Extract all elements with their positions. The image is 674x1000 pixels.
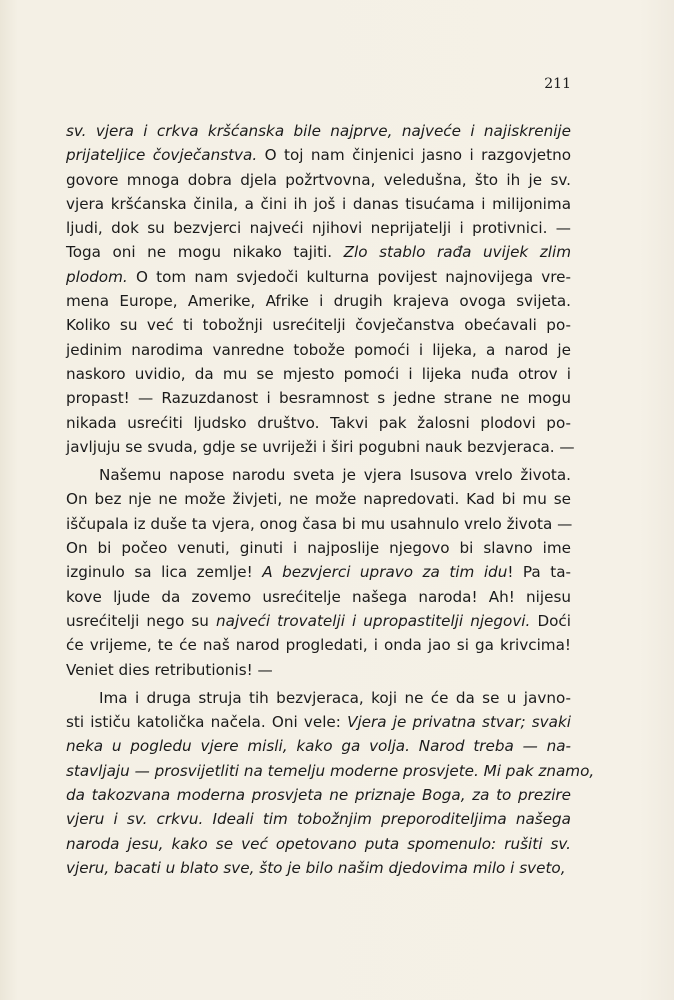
text-line xyxy=(66,783,571,807)
text-segment: Našemu napose narodu sveta je vjera Isusova vrelo života. xyxy=(99,466,571,485)
text-line xyxy=(66,463,571,487)
text-line xyxy=(66,585,571,609)
page-number: 211 xyxy=(544,76,571,92)
text-line xyxy=(66,435,575,459)
text-line xyxy=(66,168,571,192)
text-segment: vjera kršćanska činila, a čini ih još i danas tisućama i milijonima xyxy=(66,194,571,213)
italic-text: neka u pogledu vjere misli, kako ga volja. Narod treba — na- xyxy=(66,737,571,756)
italic-text: Zlo stablo rađa uvijek zlim xyxy=(343,243,571,262)
text-segment: ! Pa ta- xyxy=(507,563,571,582)
text-line xyxy=(66,536,571,560)
text-segment: iščupala iz duše ta vjera, onog časa bi mu usahnulo vrelo života — xyxy=(66,514,573,533)
text-line xyxy=(66,411,571,435)
text-line xyxy=(66,216,571,240)
text-line xyxy=(66,119,571,143)
italic-text: vjeru i sv. crkvu. Ideali tim tobožnjim preporoditeljima našega xyxy=(66,810,571,829)
italic-text: da takozvana moderna prosvjeta ne priznaje Boga, za to prezire xyxy=(66,786,571,805)
text-segment: On bez nje ne može živjeti, ne može napredovati. Kad bi mu se xyxy=(66,490,571,509)
text-segment: sti ističu katolička načela. Oni vele: xyxy=(66,713,348,732)
text-segment: jedinim narodima vanredne tobože pomoći i lijeka, a narod je xyxy=(66,340,571,359)
italic-text: sv. vjera i crkva kršćanska bile najprve, najveće i najiskrenije xyxy=(66,122,571,140)
text-line xyxy=(66,192,571,216)
text-segment: Ima i druga struja tih bezvjeraca, koji ne će da se u javno- xyxy=(99,688,571,707)
text-line xyxy=(66,265,571,289)
text-line xyxy=(66,143,571,167)
text-segment: ljudi, dok su bezvjerci najveći njihovi neprijatelji i protivnici. — xyxy=(66,219,571,238)
text-line xyxy=(66,512,571,536)
italic-text: stavljaju — prosvijetliti na temelju moderne prosvjete. Mi pak znamo, xyxy=(66,761,595,780)
text-segment: izginulo sa lica zemlje! xyxy=(66,563,263,582)
text-line xyxy=(66,658,571,682)
text-segment: On bi počeo venuti, ginuti i najposlije njegovo bi slavno ime xyxy=(66,539,571,558)
text-segment: Doći xyxy=(530,611,572,630)
text-line xyxy=(66,759,595,783)
italic-text: najveći trovatelji i upropastitelji njegovi. xyxy=(216,611,531,630)
text-segment: mena Europe, Amerike, Afrike i drugih krajeva ovoga svijeta. xyxy=(66,292,571,311)
text-line xyxy=(66,609,571,633)
text-line xyxy=(66,856,571,880)
text-line xyxy=(66,362,571,386)
text-segment: O tom nam svjedoči kulturna povijest najnovijega vre- xyxy=(127,267,571,286)
text-line xyxy=(66,313,571,337)
text-segment: propast! — Razuzdanost i besramnost s jedne strane ne mogu xyxy=(66,389,571,408)
text-line xyxy=(66,487,571,511)
text-segment: kove ljude da zovemo usrećitelje našega naroda! Ah! nijesu xyxy=(66,587,571,606)
italic-text: A bezvjerci upravo za tim idu xyxy=(262,563,508,582)
italic-text: vjeru, bacati u blato sve, što je bilo našim djedovima milo i sveto, xyxy=(66,858,566,877)
text-segment: Toga oni ne mogu nikako tajiti. xyxy=(66,243,344,262)
italic-text: prijateljice čovječanstva. xyxy=(66,146,258,165)
text-segment: javljuju se svuda, gdje se uvriježi i širi pogubni nauk bezvjeraca. — xyxy=(66,437,575,456)
text-line xyxy=(66,289,571,313)
text-line xyxy=(66,807,571,831)
text-segment: naskoro uvidio, da mu se mjesto pomoći i lijeka nuđa otrov i xyxy=(66,364,571,383)
text-segment: usrećitelji nego su xyxy=(66,611,217,630)
text-line xyxy=(66,240,571,264)
text-segment: Veniet dies retributionis! — xyxy=(66,660,273,679)
italic-text: naroda jesu, kako se već opetovano puta spomenulo: rušiti sv. xyxy=(66,834,571,853)
text-line xyxy=(66,386,571,410)
text-line xyxy=(66,832,571,856)
text-segment: O toj nam činjenici jasno i razgovjetno xyxy=(257,146,571,165)
text-segment: Koliko su već ti tobožnji usrećitelji čovječanstva obećavali po- xyxy=(66,316,571,335)
italic-text: Vjera je privatna stvar; svaki xyxy=(347,713,571,732)
italic-text: plodom. xyxy=(66,267,128,286)
text-segment: govore mnoga dobra djela požrtvovna, veledušna, što ih je sv. xyxy=(66,170,571,189)
text-line xyxy=(66,686,571,710)
text-line xyxy=(66,633,571,657)
text-line xyxy=(66,338,571,362)
text-line xyxy=(66,734,571,758)
body-text xyxy=(66,119,595,880)
text-segment: nikada usrećiti ljudsko društvo. Takvi pak žalosni plodovi po- xyxy=(66,413,571,432)
text-line xyxy=(66,560,571,584)
text-segment: će vrijeme, te će naš narod progledati, i onda jao si ga krivcima! xyxy=(66,636,571,655)
text-line xyxy=(66,710,571,734)
